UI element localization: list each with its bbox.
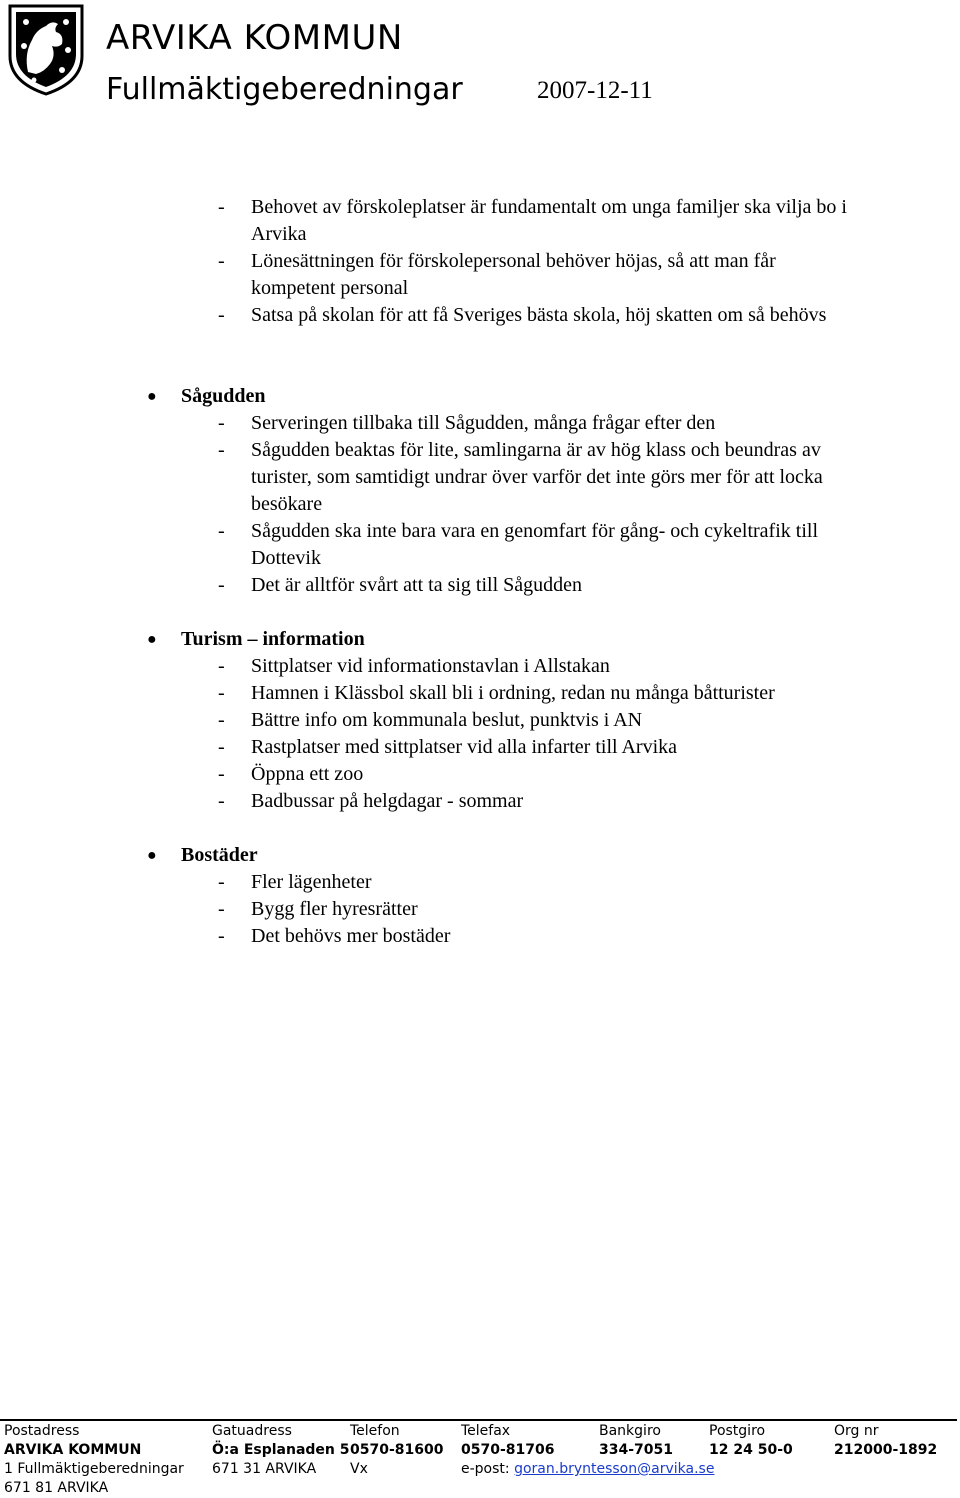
coat-of-arms-icon [6,4,86,96]
dash-marker: - [218,682,225,704]
list-item [0,680,960,707]
list-item [0,248,960,275]
dash-marker: - [218,574,225,596]
bullet-icon: ● [147,388,157,405]
list-item-text: Lönesättningen för förskolepersonal behöver höjas, så att man får [251,250,776,272]
list-item-continuation [0,275,960,302]
footer-label: Bankgiro [599,1423,661,1439]
section-heading: Bostäder [181,844,258,866]
footer-divider [0,1419,957,1421]
list-item-text: Serveringen tillbaka till Sågudden, många frågar efter den [251,412,716,434]
list-item [0,194,960,221]
footer-value: 212000-1892 [834,1442,938,1458]
dash-marker: - [218,520,225,542]
footer-labels-row [0,1422,960,1441]
bullet-icon: ● [147,847,157,864]
list-item-text: Det behövs mer bostäder [251,925,451,947]
dash-marker: - [218,709,225,731]
list-item-text: Sågudden ska inte bara vara en genomfart för gång- och cykeltrafik till [251,520,819,542]
footer-value: 671 31 ARVIKA [212,1461,317,1477]
list-item-text: besökare [251,493,323,515]
dash-marker: - [218,250,225,272]
list-item-text: Satsa på skolan för att få Sveriges bästa skola, höj skatten om så behövs [251,304,827,326]
list-item-continuation [0,545,960,572]
dash-marker: - [218,898,225,920]
footer-value: 12 24 50-0 [709,1442,793,1458]
list-item-continuation [0,221,960,248]
dash-marker: - [218,925,225,947]
list-item-text: Dottevik [251,547,321,569]
footer-value: 0570-81600 [350,1442,444,1458]
list-item-text: Öppna ett zoo [251,763,364,785]
list-item [0,653,960,680]
list-item-text: kompetent personal [251,277,409,299]
footer-email [461,1460,714,1479]
bullet-icon: ● [147,631,157,648]
list-item-continuation [0,491,960,518]
section-heading-row [0,626,960,653]
list-item [0,896,960,923]
list-item-text: Sågudden beaktas för lite, samlingarna är av hög klass och beundras av [251,439,821,461]
section-heading: Sågudden [181,385,266,407]
coat-of-arms-logo [6,4,86,96]
dash-marker: - [218,655,225,677]
dash-marker: - [218,304,225,326]
list-item [0,437,960,464]
footer-value: 671 81 ARVIKA [4,1480,109,1496]
list-item [0,869,960,896]
footer-row-3 [0,1460,960,1479]
document-body [0,194,960,950]
footer-row-4 [0,1479,960,1498]
section-turism-information [0,626,960,815]
list-item-text: Hamnen i Klässbol skall bli i ordning, redan nu många båtturister [251,682,775,704]
list-item [0,410,960,437]
footer-value: Ö:a Esplanaden 5 [212,1442,350,1458]
list-item [0,518,960,545]
list-item-text: Det är alltför svårt att ta sig till Sågudden [251,574,583,596]
footer-values-row [0,1441,960,1460]
list-item [0,788,960,815]
dash-marker: - [218,196,225,218]
list-item-text: turister, som samtidigt undrar över varför det inte görs mer för att locka [251,466,823,488]
footer-label: Postadress [4,1423,80,1439]
section-heading: Turism – information [181,628,365,650]
list-item-text: Arvika [251,223,307,245]
list-item [0,923,960,950]
footer-label: Org nr [834,1423,879,1439]
dash-marker: - [218,439,225,461]
list-item [0,302,960,329]
dash-marker: - [218,412,225,434]
footer-value: Vx [350,1461,368,1477]
list-item-text: Bättre info om kommunala beslut, punktvis i AN [251,709,643,731]
footer [0,1422,960,1498]
footer-label: Telefax [461,1423,511,1439]
dash-marker: - [218,790,225,812]
list-item-continuation [0,464,960,491]
dash-marker: - [218,871,225,893]
list-item [0,734,960,761]
section-bostader [0,842,960,950]
list-item [0,761,960,788]
email-link[interactable]: goran.bryntesson@arvika.se [514,1461,715,1477]
dash-marker: - [218,763,225,785]
organization-name: ARVIKA KOMMUN [106,18,403,58]
list-item-text: Rastplatser med sittplatser vid alla infarter till Arvika [251,736,677,758]
footer-value: 334-7051 [599,1442,673,1458]
document-date: 2007-12-11 [537,77,653,104]
list-item-text: Badbussar på helgdagar - sommar [251,790,524,812]
dash-marker: - [218,736,225,758]
footer-value: ARVIKA KOMMUN [4,1442,142,1458]
list-item-text: Behovet av förskoleplatser är fundamentalt om unga familjer ska vilja bo i [251,196,847,218]
list-item [0,707,960,734]
footer-label: Telefon [350,1423,400,1439]
list-item-text: Fler lägenheter [251,871,372,893]
list-item-text: Sittplatser vid informationstavlan i Allstakan [251,655,610,677]
department-name: Fullmäktigeberedningar [106,72,463,107]
section-sagudden [0,383,960,599]
footer-value: 0570-81706 [461,1442,555,1458]
footer-value: 1 Fullmäktigeberedningar [4,1461,184,1477]
footer-label: Gatuadress [212,1423,292,1439]
email-label: e-post: [461,1461,515,1477]
list-item-text: Bygg fler hyresrätter [251,898,418,920]
footer-label: Postgiro [709,1423,766,1439]
section-heading-row [0,383,960,410]
list-item [0,572,960,599]
intro-list [0,194,960,329]
section-heading-row [0,842,960,869]
